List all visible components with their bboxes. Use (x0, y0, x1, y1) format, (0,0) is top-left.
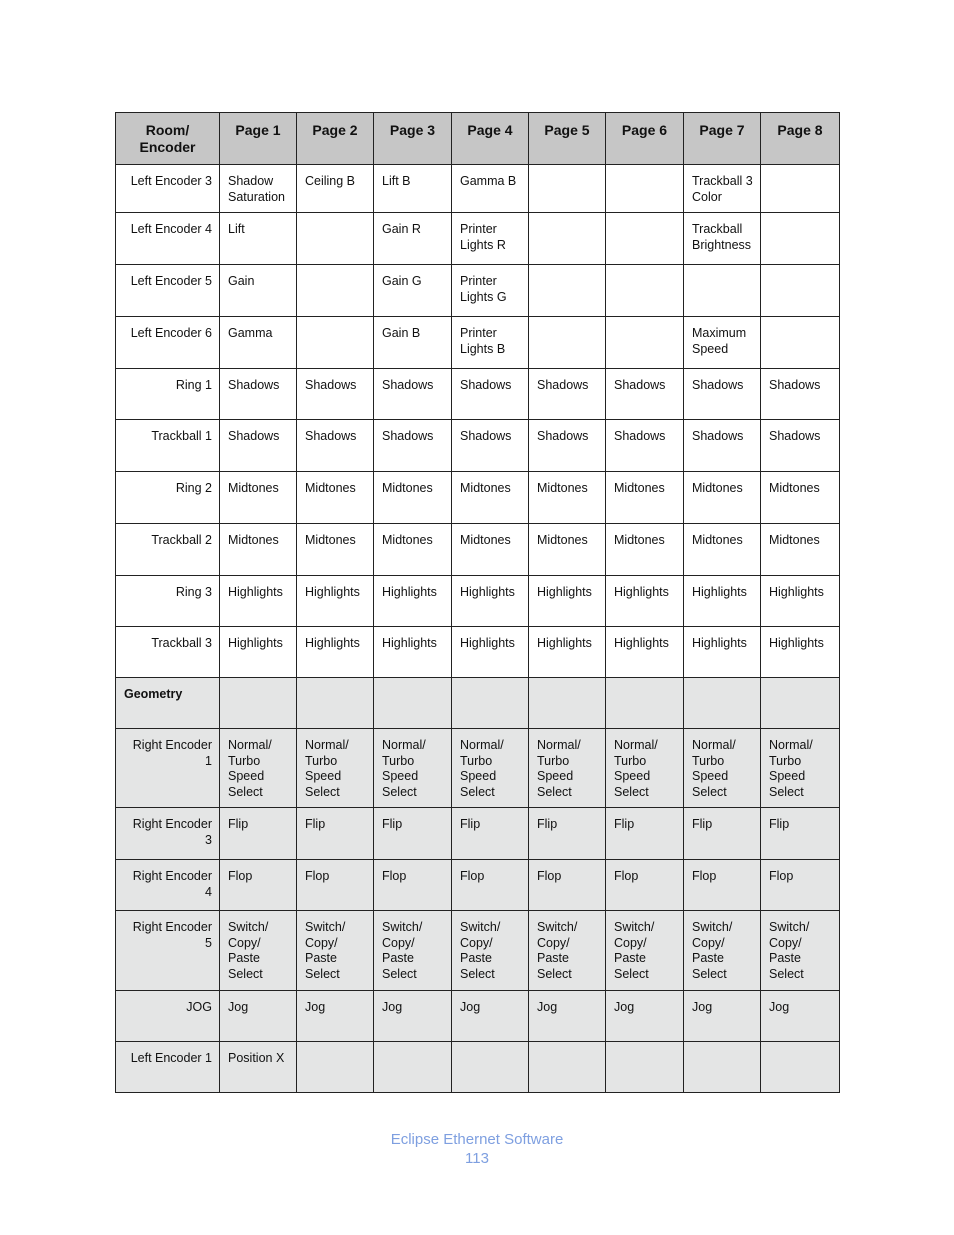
table-cell: Shadows (761, 369, 840, 420)
table-cell: Highlights (606, 576, 684, 627)
table-cell: Switch/ Copy/ Paste Select (529, 911, 606, 991)
table-cell: Normal/ Turbo Speed Select (220, 729, 297, 808)
table-cell: Shadows (606, 369, 684, 420)
table-cell: Midtones (220, 472, 297, 524)
table-cell: Highlights (452, 576, 529, 627)
table-cell: Lift (220, 213, 297, 265)
table-cell: Ceiling B (297, 165, 374, 213)
table-cell: Midtones (761, 472, 840, 524)
table-cell: Shadows (606, 420, 684, 472)
table-cell: Highlights (220, 576, 297, 627)
table-cell: Shadows (761, 420, 840, 472)
table-cell: Highlights (297, 627, 374, 678)
table-cell: Switch/ Copy/ Paste Select (297, 911, 374, 991)
row-label-cell: Right Encoder 5 (116, 911, 220, 991)
table-row (116, 524, 840, 576)
row-label-cell: Left Encoder 6 (116, 317, 220, 369)
header-cell: Page 8 (761, 113, 840, 165)
header-cell: Page 4 (452, 113, 529, 165)
table-cell: Lift B (374, 165, 452, 213)
table-cell: Normal/ Turbo Speed Select (452, 729, 529, 808)
table-row (116, 911, 840, 991)
table-cell: Printer Lights B (452, 317, 529, 369)
table-cell (761, 213, 840, 265)
table-cell: Midtones (452, 472, 529, 524)
table-cell: Midtones (297, 524, 374, 576)
table-cell: Shadows (220, 420, 297, 472)
table-cell: Flop (606, 860, 684, 911)
table-cell: Highlights (452, 627, 529, 678)
table-cell: Shadows (374, 420, 452, 472)
table-cell: Jog (374, 991, 452, 1042)
table-cell: Shadows (684, 420, 761, 472)
table-cell (529, 165, 606, 213)
table-cell: Highlights (761, 576, 840, 627)
table-cell: Normal/ Turbo Speed Select (684, 729, 761, 808)
row-label-cell: Left Encoder 3 (116, 165, 220, 213)
header-cell: Page 5 (529, 113, 606, 165)
table-cell: Normal/ Turbo Speed Select (761, 729, 840, 808)
footer-title: Eclipse Ethernet Software (390, 1131, 564, 1148)
section-header-row (116, 678, 840, 729)
table-cell (297, 213, 374, 265)
table-cell: Gain B (374, 317, 452, 369)
table-cell: Normal/ Turbo Speed Select (529, 729, 606, 808)
table-row (116, 317, 840, 369)
table-cell: Midtones (374, 524, 452, 576)
table-cell: Flop (452, 860, 529, 911)
table-cell (374, 1042, 452, 1093)
table-cell (606, 265, 684, 317)
table-row (116, 472, 840, 524)
header-cell: Room/ Encoder (116, 113, 220, 165)
table-cell: Switch/ Copy/ Paste Select (452, 911, 529, 991)
table-cell: Midtones (606, 472, 684, 524)
table-cell: Normal/ Turbo Speed Select (374, 729, 452, 808)
table-row (116, 991, 840, 1042)
table-cell: Shadows (297, 420, 374, 472)
table-row (116, 213, 840, 265)
row-label-cell: Ring 1 (116, 369, 220, 420)
table-cell (529, 317, 606, 369)
table-cell: Midtones (297, 472, 374, 524)
table-cell: Flip (684, 808, 761, 860)
row-label-cell: Trackball 1 (116, 420, 220, 472)
table-cell (529, 265, 606, 317)
table-cell (761, 317, 840, 369)
table-row (116, 576, 840, 627)
table-cell (606, 213, 684, 265)
table-cell: Highlights (606, 627, 684, 678)
table-cell: Highlights (529, 576, 606, 627)
table-cell: Flip (606, 808, 684, 860)
table-row (116, 627, 840, 678)
table-cell: Flip (220, 808, 297, 860)
table-cell: Switch/ Copy/ Paste Select (220, 911, 297, 991)
table-cell (452, 1042, 529, 1093)
table-cell (297, 265, 374, 317)
table-cell (297, 678, 374, 729)
row-label-cell: JOG (116, 991, 220, 1042)
header-cell: Page 7 (684, 113, 761, 165)
table-cell: Midtones (761, 524, 840, 576)
table-row (116, 1042, 840, 1093)
table-cell: Flip (761, 808, 840, 860)
table-cell (684, 1042, 761, 1093)
table-cell: Shadows (529, 420, 606, 472)
table-cell (606, 678, 684, 729)
table-cell: Trackball 3 Color (684, 165, 761, 213)
table-cell: Midtones (684, 524, 761, 576)
table-cell: Highlights (220, 627, 297, 678)
table-cell: Shadows (684, 369, 761, 420)
row-label-cell: Right Encoder 1 (116, 729, 220, 808)
table-cell: Highlights (374, 576, 452, 627)
header-row (116, 113, 840, 165)
table-cell: Shadows (452, 369, 529, 420)
table-cell: Gain (220, 265, 297, 317)
table-cell: Flop (761, 860, 840, 911)
table-cell: Highlights (684, 576, 761, 627)
row-label-cell: Right Encoder 3 (116, 808, 220, 860)
table-cell: Maximum Speed (684, 317, 761, 369)
table-cell: Switch/ Copy/ Paste Select (374, 911, 452, 991)
table-cell (220, 678, 297, 729)
table-cell: Jog (297, 991, 374, 1042)
header-cell: Page 2 (297, 113, 374, 165)
table-cell: Printer Lights R (452, 213, 529, 265)
table-cell: Midtones (452, 524, 529, 576)
table-cell: Jog (220, 991, 297, 1042)
table-cell: Gain G (374, 265, 452, 317)
table-cell: Highlights (374, 627, 452, 678)
table-cell: Midtones (529, 524, 606, 576)
table-cell: Flop (529, 860, 606, 911)
table-cell: Flip (452, 808, 529, 860)
encoder-mapping-table (115, 112, 840, 1093)
table-cell: Jog (606, 991, 684, 1042)
table-cell: Jog (452, 991, 529, 1042)
table-row (116, 860, 840, 911)
table-cell: Shadows (452, 420, 529, 472)
row-label-cell: Ring 2 (116, 472, 220, 524)
table-cell (684, 265, 761, 317)
table-cell: Jog (529, 991, 606, 1042)
table-cell: Highlights (684, 627, 761, 678)
row-label-cell: Right Encoder 4 (116, 860, 220, 911)
table-cell (529, 213, 606, 265)
table-cell: Midtones (684, 472, 761, 524)
table-cell (761, 265, 840, 317)
table-cell (297, 1042, 374, 1093)
table-cell: Midtones (529, 472, 606, 524)
row-label-cell: Trackball 2 (116, 524, 220, 576)
table-cell: Shadows (529, 369, 606, 420)
table-row (116, 265, 840, 317)
table-row (116, 808, 840, 860)
table-cell (761, 165, 840, 213)
row-label-cell: Left Encoder 5 (116, 265, 220, 317)
table-cell (452, 678, 529, 729)
table-cell: Highlights (529, 627, 606, 678)
table-cell: Shadows (297, 369, 374, 420)
header-cell: Page 3 (374, 113, 452, 165)
row-label-cell: Left Encoder 1 (116, 1042, 220, 1093)
table-cell: Jog (684, 991, 761, 1042)
table-cell (761, 678, 840, 729)
table-cell: Flop (684, 860, 761, 911)
table-cell: Printer Lights G (452, 265, 529, 317)
table-row (116, 729, 840, 808)
table-cell: Flop (374, 860, 452, 911)
table-cell: Shadow Saturation (220, 165, 297, 213)
table-cell (761, 1042, 840, 1093)
table-cell: Jog (761, 991, 840, 1042)
table-cell: Flip (374, 808, 452, 860)
table-cell: Switch/ Copy/ Paste Select (684, 911, 761, 991)
table-cell (297, 317, 374, 369)
footer-page-number: 113 (465, 1150, 489, 1167)
table-cell: Gamma (220, 317, 297, 369)
table-cell (374, 678, 452, 729)
table-cell (606, 317, 684, 369)
table-cell (606, 165, 684, 213)
table-cell: Flip (297, 808, 374, 860)
table-cell (684, 678, 761, 729)
table-cell: Switch/ Copy/ Paste Select (606, 911, 684, 991)
header-cell: Page 6 (606, 113, 684, 165)
table-cell: Normal/ Turbo Speed Select (297, 729, 374, 808)
table-cell (529, 1042, 606, 1093)
table-cell: Midtones (374, 472, 452, 524)
table-cell: Midtones (606, 524, 684, 576)
table-cell: Highlights (297, 576, 374, 627)
table-cell: Shadows (220, 369, 297, 420)
table-cell: Gain R (374, 213, 452, 265)
table-row (116, 369, 840, 420)
row-label-cell: Ring 3 (116, 576, 220, 627)
row-label-cell: Trackball 3 (116, 627, 220, 678)
table-row (116, 420, 840, 472)
table-cell: Flop (297, 860, 374, 911)
row-label-cell: Left Encoder 4 (116, 213, 220, 265)
table-cell (529, 678, 606, 729)
table-cell: Shadows (374, 369, 452, 420)
table-cell: Gamma B (452, 165, 529, 213)
table-cell: Switch/ Copy/ Paste Select (761, 911, 840, 991)
table-cell: Flop (220, 860, 297, 911)
table-cell: Flip (529, 808, 606, 860)
table-row (116, 165, 840, 213)
table-cell: Highlights (761, 627, 840, 678)
table-cell: Trackball Brightness (684, 213, 761, 265)
header-cell: Page 1 (220, 113, 297, 165)
table-cell (606, 1042, 684, 1093)
section-title: Geometry (116, 678, 220, 729)
table-cell: Normal/ Turbo Speed Select (606, 729, 684, 808)
table-cell: Midtones (220, 524, 297, 576)
table-cell: Position X (220, 1042, 297, 1093)
